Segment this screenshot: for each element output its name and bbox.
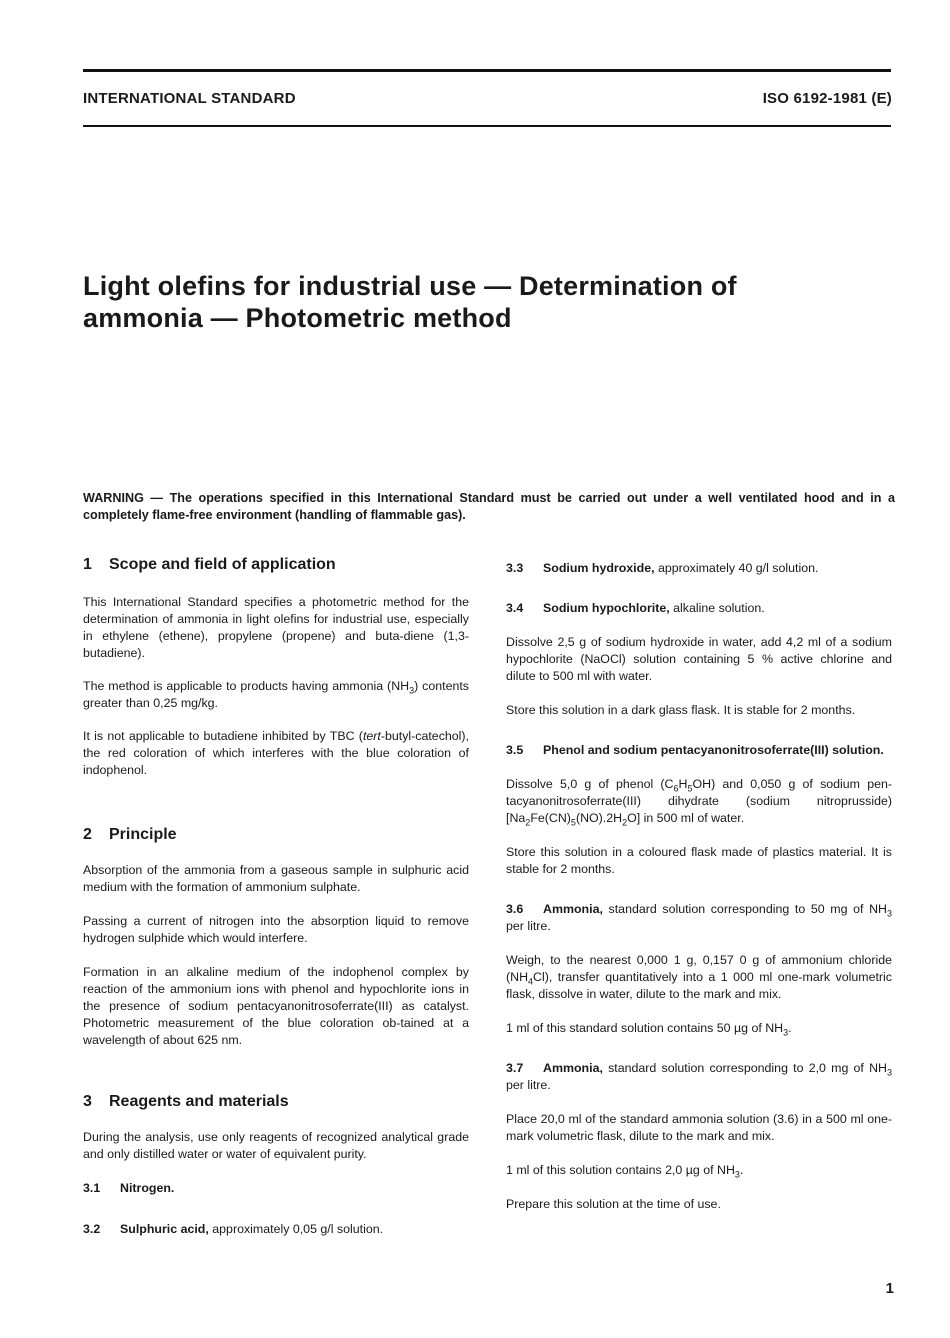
- section-2-heading: 2 Principle: [83, 826, 177, 843]
- clause-3-1: 3.1 Nitrogen.: [83, 1181, 175, 1195]
- clause-3-6-paragraph-1: Weigh, to the nearest 0,000 1 g, 0,157 0 g of ammonium chloride $(NH_4Cl)$, transfer quantitatively into a 1 000 ml one-mark volumetric flask, dissolve in water, dilute to the mark and mix.: [506, 953, 892, 1001]
- section-1-paragraph-2: The method is applicable to products having ammonia $(NH_3)$ contents greater than 0,25 mg/kg.: [83, 679, 469, 710]
- clause-3-4-paragraph-1: Dissolve 2,5 g of sodium hydroxide in water, add 4,2 ml of a sodium hypochlorite (NaOCl) solution containing 5 % active chlorine and dilute to 500 ml with water.: [506, 635, 892, 683]
- clause-3-6: 3.6 Ammonia, standard solution corresponding to 50 mg of $NH_3$ per litre.: [506, 902, 892, 933]
- section-3-heading: 3 Reagents and materials: [83, 1093, 289, 1110]
- top-rule: [83, 69, 891, 72]
- right-column: [506, 560, 892, 1213]
- clause-3-4-paragraph-2: Store this solution in a dark glass flask. It is stable for 2 months.: [506, 703, 856, 717]
- clause-3-7-paragraph-1: Place 20,0 ml of the standard ammonia solution (3.6) in a 500 ml one-mark volumetric flask, dilute to the mark and mix.: [506, 1112, 892, 1143]
- clause-3-3: 3.3 Sodium hydroxide, approximately 40 g/l solution.: [506, 561, 819, 575]
- left-column: [83, 555, 469, 1238]
- section-1-paragraph-1: This International Standard specifies a photometric method for the determination of ammonia in light olefins for industrial use, especially in ethylene (ethene), propylene (propene) and buta-diene (1,3-butadiene).: [83, 595, 469, 660]
- header-standard-label: INTERNATIONAL STANDARD: [83, 90, 296, 107]
- clause-3-4: 3.4 Sodium hypochlorite, alkaline solution.: [506, 601, 765, 615]
- warning-label: WARNING: [83, 491, 144, 505]
- header-standard-number: ISO 6192-1981 (E): [762, 90, 892, 107]
- clause-3-7-paragraph-3: Prepare this solution at the time of use.: [506, 1197, 721, 1211]
- clause-3-7-paragraph-2: 1 ml of this solution contains 2,0 µg of $NH_3$.: [506, 1163, 744, 1180]
- section-3-paragraph-1: During the analysis, use only reagents of recognized analytical grade and only distilled water or water of equivalent purity.: [83, 1130, 469, 1161]
- page-number: 1: [885, 1280, 894, 1297]
- section-2-paragraph-1: Absorption of the ammonia from a gaseous sample in sulphuric acid medium with the formation of ammonium sulphate.: [83, 863, 469, 894]
- section-2-paragraph-2: Passing a current of nitrogen into the absorption liquid to remove hydrogen sulphide which would interfere.: [83, 914, 469, 945]
- title-line-1: Light olefins for industrial use — Determination of: [83, 271, 737, 301]
- document-title: [83, 270, 883, 334]
- clause-3-5-paragraph-1: Dissolve 5,0 g of phenol $(C_6H_5OH)$ and 0,050 g of sodium pen-tacyanonitrosoferrate(III) dihydrate (sodium nitroprusside) $[Na_2Fe(CN)_5(NO).2H_2O]$ in 500 ml of water.: [506, 777, 892, 828]
- section-2-paragraph-3: Formation in an alkaline medium of the indophenol complex by reaction of the ammonium ions with phenol and hypochlorite ions in the presence of sodium pentacyanonitrosoferrate(III) as catalyst. Photometric measurement of the blue coloration ob-tained at a wavelength of about 625 nm.: [83, 965, 469, 1047]
- clause-3-7: 3.7 Ammonia, standard solution corresponding to 2,0 mg of $NH_3$ per litre.: [506, 1061, 892, 1092]
- clause-3-2: 3.2 Sulphuric acid, approximately 0,05 g/l solution.: [83, 1222, 384, 1236]
- title-line-2: ammonia — Photometric method: [83, 303, 512, 333]
- section-1-paragraph-3: It is not applicable to butadiene inhibited by TBC (tert-butyl-catechol), the red coloration of which interferes with the blue coloration of indophenol.: [83, 729, 469, 777]
- section-1-heading: 1 Scope and field of application: [83, 556, 336, 573]
- clause-3-5: 3.5 Phenol and sodium pentacyanonitrosoferrate(III) solution.: [506, 743, 884, 757]
- warning-notice: [83, 490, 895, 524]
- warning-text: — The operations specified in this International Standard must be carried out under a well ventilated hood and in a completely flame-free environment (handling of flammable gas).: [83, 491, 895, 522]
- clause-3-5-paragraph-2: Store this solution in a coloured flask made of plastics material. It is stable for 2 months.: [506, 845, 892, 876]
- clause-3-6-paragraph-2: 1 ml of this standard solution contains 50 µg of $NH_3$.: [506, 1021, 792, 1038]
- header-rule: [83, 125, 891, 127]
